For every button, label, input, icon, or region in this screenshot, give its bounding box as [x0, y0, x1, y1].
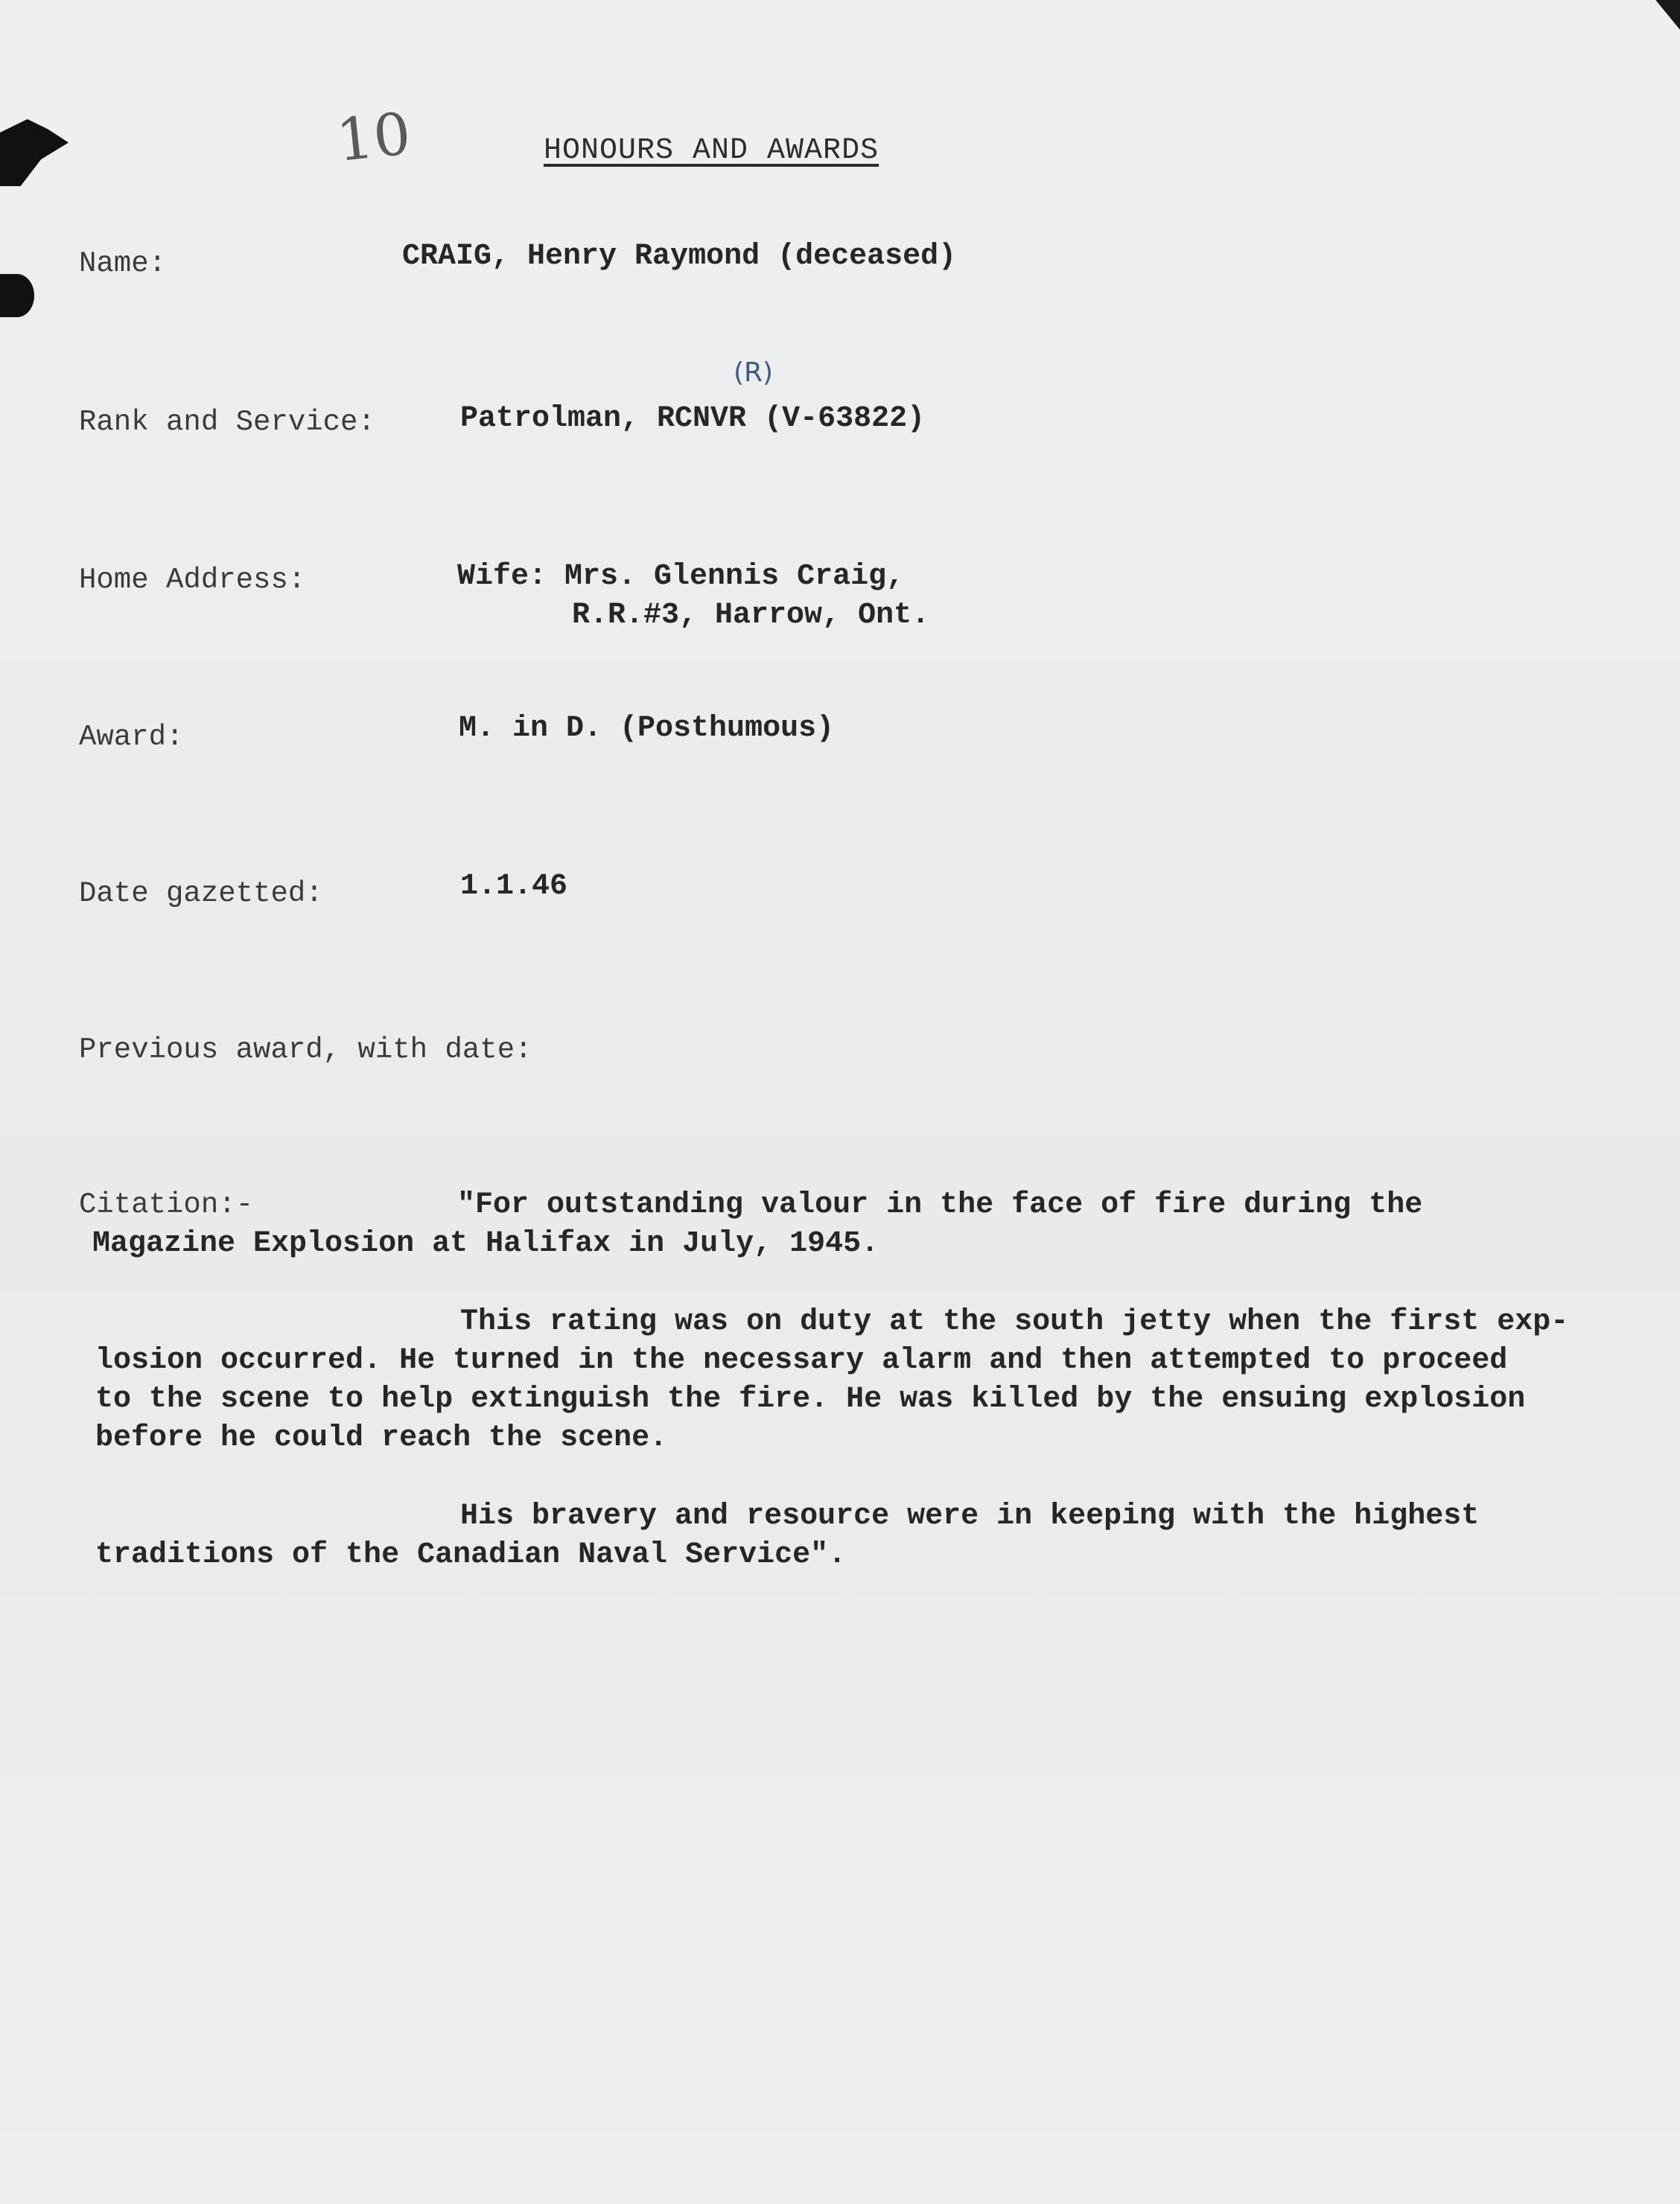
- citation-label: Citation:-: [79, 1188, 254, 1221]
- citation-line: Magazine Explosion at Halifax in July, 1945.: [92, 1227, 879, 1261]
- citation-paragraph-1: [92, 1188, 1422, 1266]
- home-address-line2: R.R.#3, Harrow, Ont.: [572, 599, 930, 632]
- rank-service-value: Patrolman, RCNVR (V-63822): [460, 402, 926, 436]
- corner-mark: [1649, 0, 1680, 30]
- citation-line: traditions of the Canadian Naval Service".: [95, 1538, 847, 1572]
- citation-line: to the scene to help extinguish the fire. He was killed by the ensuing explosion: [95, 1383, 1526, 1416]
- name-label: Name:: [79, 247, 167, 280]
- handwritten-annotation: (R): [734, 357, 774, 388]
- citation-line: losion occurred. He turned in the necessary alarm and then attempted to proceed: [95, 1344, 1508, 1378]
- name-value: CRAIG, Henry Raymond (deceased): [402, 240, 957, 273]
- citation-line: before he could reach the scene.: [95, 1421, 668, 1455]
- citation-line: His bravery and resource were in keeping with the highest: [460, 1500, 1480, 1533]
- citation-paragraph-2: [95, 1305, 1568, 1460]
- home-address-label: Home Address:: [79, 564, 306, 596]
- award-label: Award:: [79, 721, 184, 754]
- document-title: HONOURS AND AWARDS: [544, 134, 879, 168]
- home-address-line1: Wife: Mrs. Glennis Craig,: [457, 560, 905, 593]
- rank-service-label: Rank and Service:: [79, 406, 375, 439]
- handwritten-page-number: 10: [333, 101, 414, 175]
- citation-line: "For outstanding valour in the face of fire during the: [457, 1188, 1423, 1222]
- punch-hole-bottom: [0, 274, 34, 317]
- punch-hole-top: [0, 119, 69, 186]
- date-gazetted-value: 1.1.46: [460, 870, 568, 903]
- date-gazetted-label: Date gazetted:: [79, 877, 323, 910]
- previous-award-label: Previous award, with date:: [79, 1033, 532, 1066]
- award-value: M. in D. (Posthumous): [459, 712, 835, 745]
- citation-line: This rating was on duty at the south jetty when the first exp-: [460, 1305, 1569, 1339]
- citation-paragraph-3: [95, 1500, 1479, 1577]
